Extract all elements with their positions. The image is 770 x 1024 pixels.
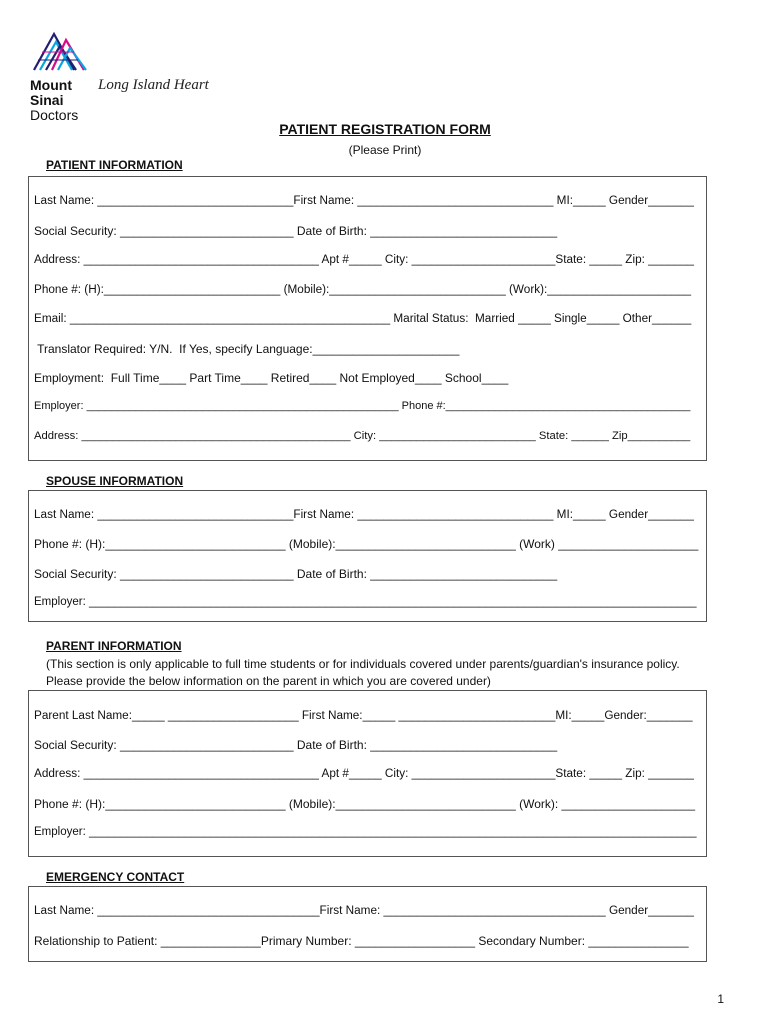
- parent-address-row[interactable]: Address: ____________________________________ Apt #_____ City: ______________________State: _____ Zip: _______: [34, 767, 694, 780]
- emergency-section-box: [28, 886, 707, 962]
- mount-sinai-logo: [30, 30, 270, 125]
- spouse-name-row[interactable]: Last Name: ______________________________First Name: ______________________________ MI:_____ Gender_______: [34, 508, 694, 521]
- parent-section-heading: PARENT INFORMATION: [46, 639, 182, 653]
- page-number: 1: [717, 992, 724, 1006]
- patient-ssn-row[interactable]: Social Security: __________________________ Date of Birth: ____________________________: [34, 224, 558, 238]
- parent-section-note: (This section is only applicable to full time students or for individuals covered under parents/guardian's insurance policy. Please provide the below information on the parent in which you are covered under): [46, 657, 680, 688]
- patient-address-row[interactable]: Address: ____________________________________ Apt #_____ City: ______________________State: _____ Zip: _______: [34, 253, 694, 266]
- form-title: PATIENT REGISTRATION FORM: [279, 121, 491, 137]
- spouse-section-heading: SPOUSE INFORMATION: [46, 474, 184, 488]
- patient-phone-row[interactable]: Phone #: (H):___________________________ (Mobile):___________________________ (Work):______________________: [34, 283, 692, 296]
- patient-section-heading: PATIENT INFORMATION: [46, 158, 183, 172]
- patient-employment-row[interactable]: Employment: Full Time____ Part Time____ Retired____ Not Employed____ School____: [34, 371, 509, 385]
- patient-name-row[interactable]: Last Name: ______________________________First Name: ______________________________ MI:_____ Gender_______: [34, 194, 694, 207]
- parent-employer-row[interactable]: Employer: _______________________________________________________________________________________________: [34, 826, 697, 838]
- emergency-relationship-row[interactable]: Relationship to Patient: _______________Primary Number: __________________ Secondary Number: _______________: [34, 934, 689, 948]
- logo-mark-icon: [30, 30, 90, 72]
- emergency-section-heading: EMERGENCY CONTACT: [46, 870, 185, 884]
- spouse-ssn-row[interactable]: Social Security: __________________________ Date of Birth: ____________________________: [34, 567, 558, 581]
- parent-phone-row[interactable]: Phone #: (H):___________________________ (Mobile):___________________________ (Work): ____________________: [34, 797, 696, 811]
- spouse-employer-row[interactable]: Employer: _______________________________________________________________________________________________: [34, 596, 697, 608]
- form-subtitle: (Please Print): [348, 143, 422, 157]
- spouse-phone-row[interactable]: Phone #: (H):___________________________ (Mobile):___________________________ (Work) _____________________: [34, 537, 699, 551]
- parent-name-row[interactable]: Parent Last Name:_____ ____________________ First Name:_____ ________________________MI:_____Gender:_______: [34, 709, 693, 722]
- logo-brand: Mount Sinai Doctors: [30, 77, 79, 123]
- patient-employer-address-row[interactable]: Address: ___________________________________________ City: _________________________ State: ______ Zip__________: [34, 430, 691, 442]
- patient-employer-row[interactable]: Employer: ___________________________________________________ Phone #:________________________________________: [34, 400, 691, 412]
- patient-translator-row[interactable]: Translator Required: Y/N. If Yes, specify Language:______________________: [34, 342, 460, 356]
- emergency-name-row[interactable]: Last Name: __________________________________First Name: __________________________________ Gender_______: [34, 904, 694, 917]
- patient-email-row[interactable]: Email: _________________________________________________ Marital Status: Married _____ Single_____ Other______: [34, 312, 692, 325]
- logo-tagline: Long Island Heart: [98, 77, 209, 93]
- parent-ssn-row[interactable]: Social Security: __________________________ Date of Birth: ____________________________: [34, 738, 558, 752]
